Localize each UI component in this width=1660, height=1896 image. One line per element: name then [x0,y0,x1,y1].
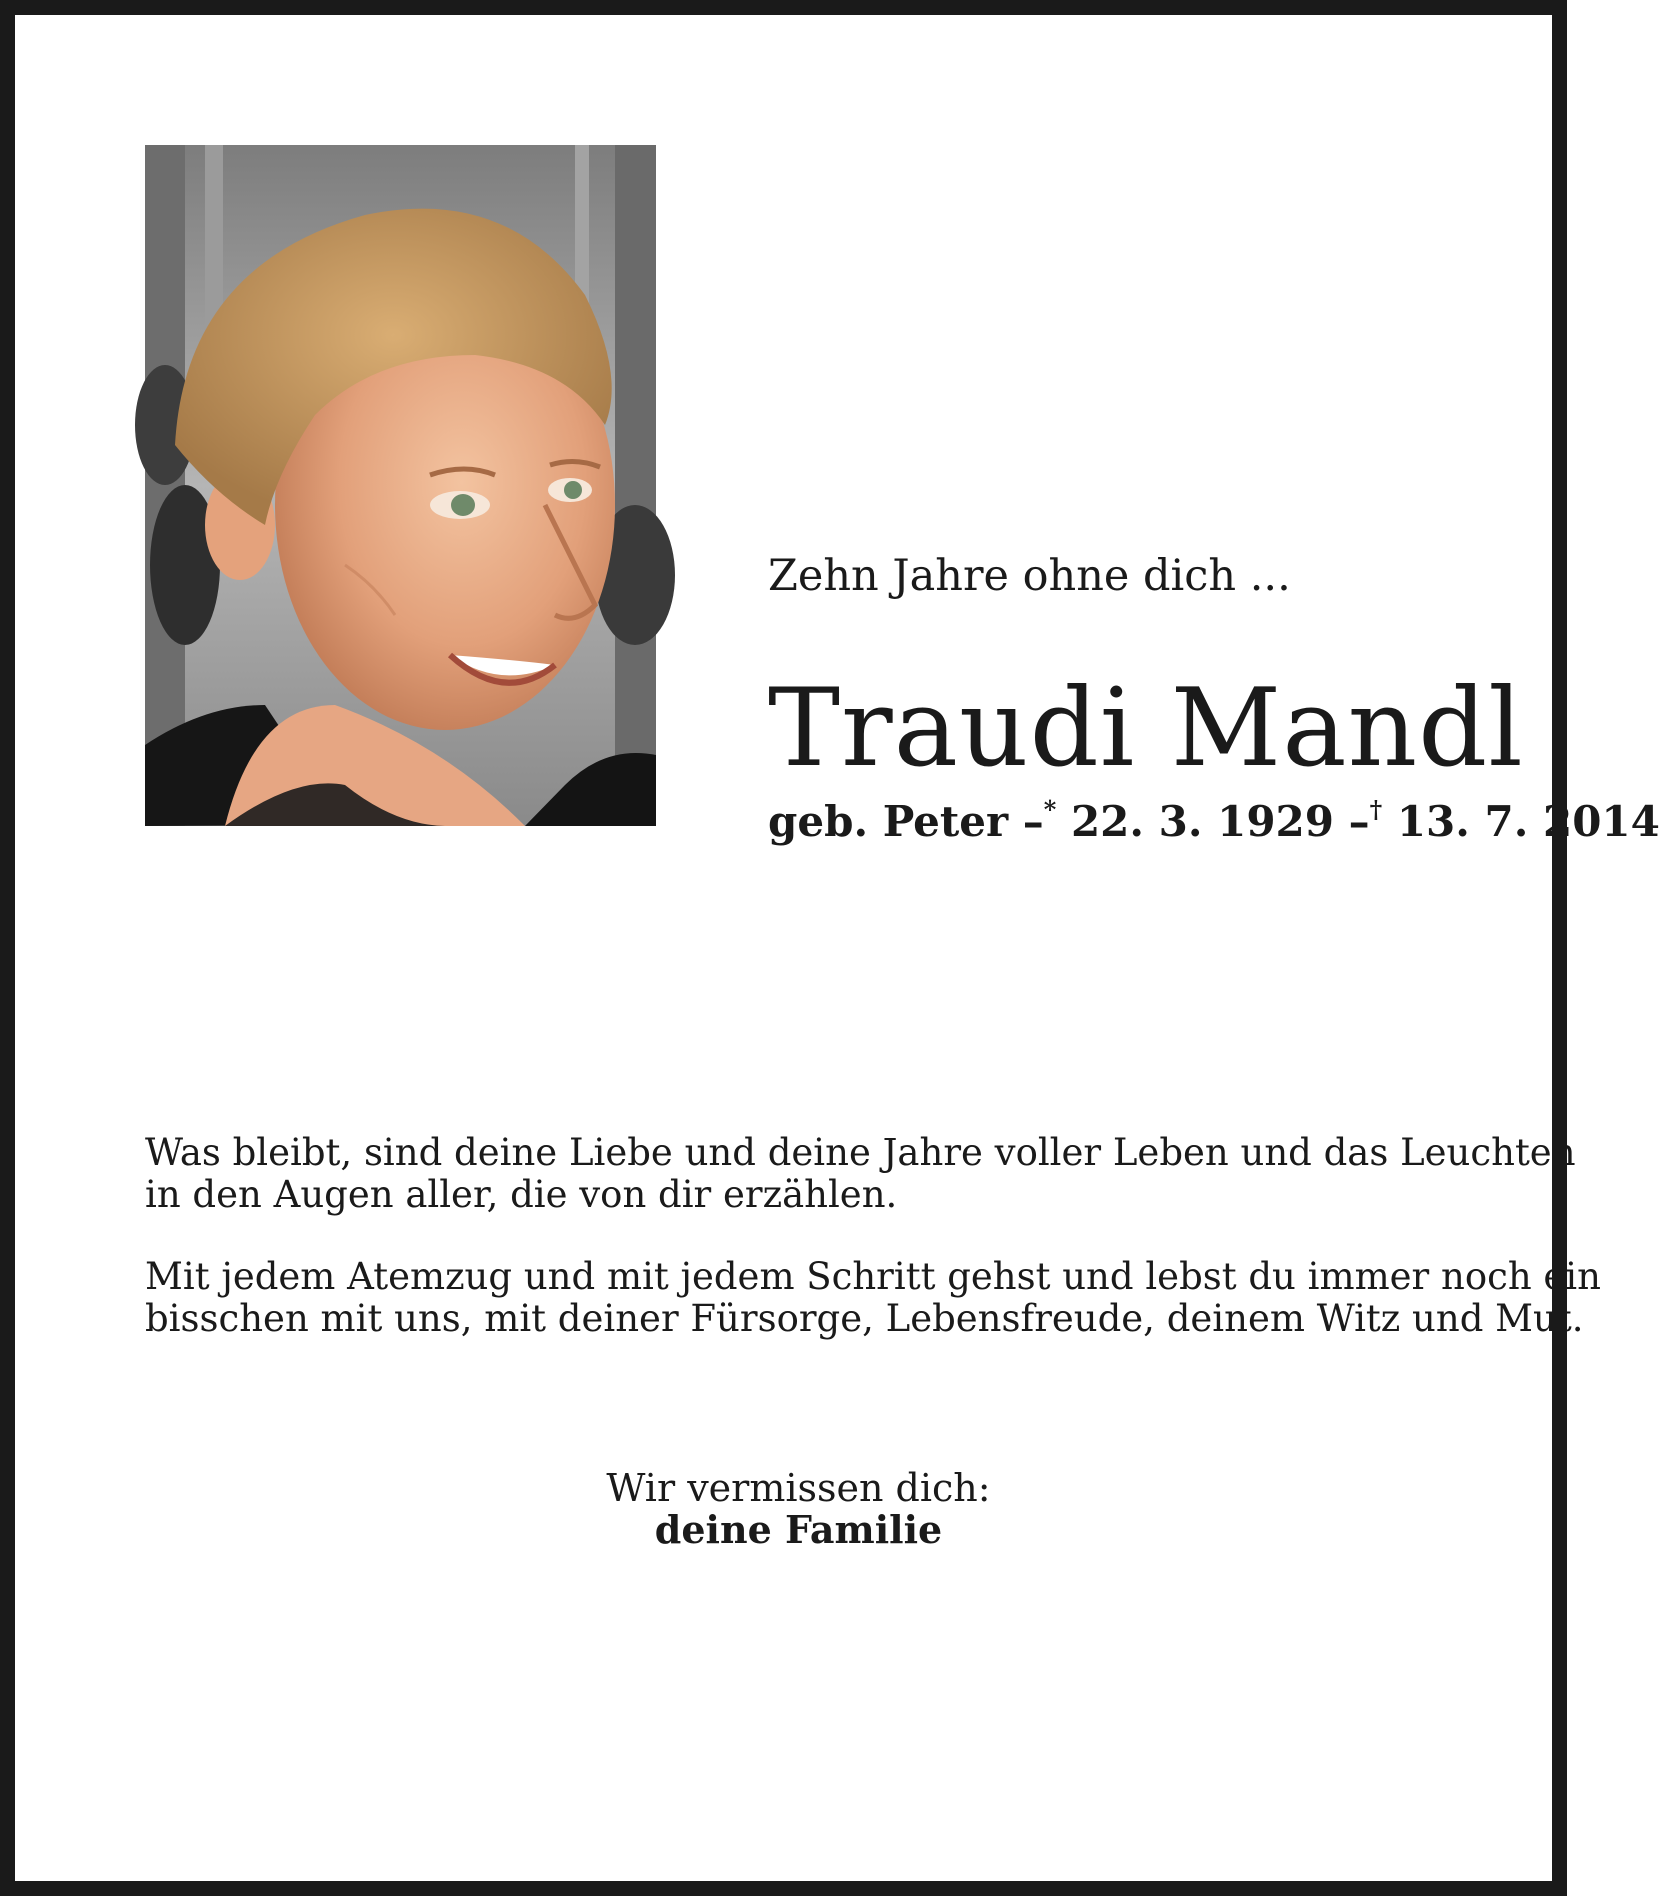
paragraph-line: in den Augen aller, die von dir erzählen. [145,1173,898,1216]
memorial-paragraph-1 [145,1131,1576,1216]
death-symbol: † [1369,795,1383,824]
dash-separator: – [1022,797,1044,846]
death-date: 13. 7. 2014 [1396,797,1660,846]
paragraph-line: Mit jedem Atemzug und mit jedem Schritt gehst und lebst du immer noch ein [145,1255,1601,1298]
closing-block [15,1467,1582,1551]
memorial-paragraph-2 [145,1255,1601,1340]
intro-line: Zehn Jahre ohne dich ... [768,551,1291,601]
portrait-photo [145,145,656,826]
paragraph-line: bisschen mit uns, mit deiner Fürsorge, Lebensfreude, deinem Witz und Mut. [145,1297,1584,1340]
birth-date: 22. 3. 1929 [1070,797,1335,846]
signature: deine Familie [654,1507,943,1552]
deceased-name: Traudi Mandl [768,666,1524,791]
portrait-illustration [145,145,656,826]
paragraph-line: Was bleibt, sind deine Liebe und deine Jahre voller Leben und das Leuchten [145,1131,1576,1174]
birth-name: geb. Peter [768,797,1009,846]
birth-symbol: * [1043,795,1057,824]
dash-separator: – [1348,797,1370,846]
closing-line: Wir vermissen dich: [606,1466,991,1510]
life-dates [768,795,1660,846]
